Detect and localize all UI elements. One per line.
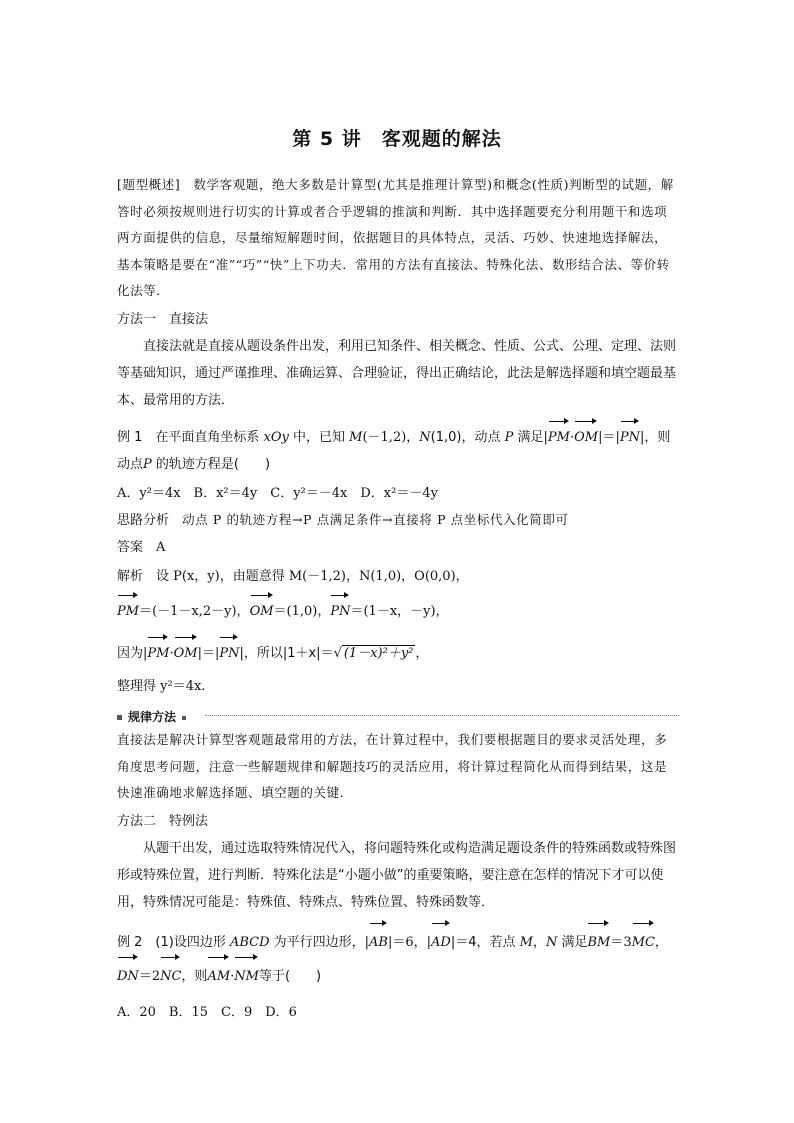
square-bullet-icon: [117, 715, 122, 720]
dotted-divider: [205, 715, 679, 716]
text-run: 的轨迹方程是( ): [151, 457, 271, 472]
text-run: ＝2: [138, 969, 161, 984]
vector-pn: PN: [219, 640, 239, 667]
text-run: |，则动点: [117, 430, 671, 472]
text-run: |＝|: [598, 430, 620, 445]
example1-solution-line4: 整理得 y²＝4x.: [117, 679, 206, 694]
vector-pm: PM: [548, 424, 570, 451]
example1-options: A．y²＝4x B．x²＝4y C．y²＝－4x D．x²＝－4y: [117, 486, 438, 501]
answer-label: 答案: [117, 540, 144, 555]
analysis-text: 动点 P 的轨迹方程→P 点满足条件→直接将 P 点坐标代入化简即可: [169, 512, 569, 527]
text-run: |＝4，若点: [450, 935, 520, 950]
example2-question: [117, 926, 679, 994]
method2-heading: 方法二 特例法: [117, 814, 209, 829]
vector-nc: NC: [160, 960, 181, 994]
solution-label: 解析: [117, 569, 144, 584]
vector-pm: PM: [117, 598, 139, 625]
text-run: |，所以|1＋x|＝: [239, 646, 334, 661]
text-run: 满足: [557, 935, 588, 950]
vector-ad: AD: [431, 926, 451, 960]
vector-ab: AB: [369, 926, 388, 960]
text-run: ，: [654, 935, 668, 950]
example1-question: [117, 424, 679, 478]
example1-solution-line3: [117, 640, 679, 667]
text-run: ＝(1,0)，: [273, 604, 331, 619]
method2-text: 从题干出发，通过选取特殊情况代入，将问题特殊化或构造满足题设条件的特殊函数或特殊图形或特殊位置，进行判断．特殊化法是“小题小做”的重要策略，要注意在怎样的情况下才可以使用，特殊情况可能是：特殊值、特殊点、特殊位置、特殊函数等．: [117, 841, 677, 910]
vector-om: OM: [574, 424, 598, 451]
example1-solution-line1: [117, 563, 679, 590]
text-run: 中，已知: [288, 430, 350, 445]
text-run: ＝3: [610, 935, 632, 950]
text-run: 为平行四边形，|: [269, 935, 370, 950]
vector-bm: BM: [587, 926, 610, 960]
text-run: ，则: [181, 969, 208, 984]
method1-heading: 方法一 直接法: [117, 312, 209, 327]
analysis-label: 思路分析: [117, 513, 170, 528]
text-run: ·: [230, 969, 235, 984]
text-run: M: [519, 935, 533, 950]
text-run: ·: [569, 430, 575, 445]
example2-options: A．20 B．15 C．9 D．6: [117, 1005, 297, 1020]
example2-label: 例 2: [117, 935, 143, 950]
text-run: 等于( ): [258, 969, 322, 984]
overview-label: [题型概述]: [117, 177, 181, 192]
text-run: N: [419, 430, 431, 445]
text-run: ，: [532, 935, 546, 950]
vector-om: OM: [250, 598, 274, 625]
text-run: 满足|: [513, 430, 548, 445]
overview-paragraph: [117, 172, 679, 305]
text-run: ＝(1－x，－y)，: [350, 604, 449, 619]
text-run: ·: [169, 646, 174, 661]
example1-analysis: [117, 507, 679, 534]
vector-pn: PN: [620, 424, 640, 451]
vector-pm: PM: [147, 640, 169, 667]
rule-heading-text: 规律方法: [128, 710, 177, 724]
rule-heading: [117, 708, 679, 722]
text-run: (1,0)，动点: [430, 430, 505, 445]
example1-label: 例 1: [117, 430, 143, 445]
dot-bullet-icon: [182, 716, 186, 720]
rule-text: 直接法是解决计算型客观题最常用的方法，在计算过程中，我们要根据题目的要求灵活处理，多角度思考问题，注意一些解题规律和解题技巧的灵活应用，将计算过程简化从而得到结果，这是快速准确地求解选择题、填空题的关键.: [117, 732, 668, 800]
text-run: M: [349, 430, 363, 445]
example1-solution-line2: [117, 598, 679, 625]
page-title: 第 5 讲 客观题的解法: [292, 128, 502, 150]
vector-om: OM: [174, 640, 198, 667]
overview-text: 数学客观题，绝大多数是计算型(尤其是推理计算型)和概念(性质)判断型的试题，解答时必须按规则进行切实的计算或者合乎逻辑的推演和判断．其中选择题要充分利用题干和选项两方面提供的信息，尽量缩短解题时间，依据题目的具体特点，灵活、巧妙、快速地选择解法，基本策略是要在“准”“巧”“快”上下功夫．常用的方法有直接法、特殊化法、数形结合法、等价转化法等．: [117, 177, 674, 298]
method1-text: 直接法就是直接从题设条件出发，利用已知条件、相关概念、性质、公式、公理、定理、法则等基础知识，通过严谨推理、准确运算、合理验证，得出正确结论，此法是解选择题和填空题最基本、最常用的方法．: [117, 339, 677, 408]
text-run: ABCD: [229, 935, 270, 950]
text-run: P: [143, 457, 152, 472]
vector-mc: MC: [632, 926, 655, 960]
text-run: |＝6，|: [388, 935, 432, 950]
vector-am: AM: [207, 960, 230, 994]
example1-answer: [117, 534, 679, 561]
text-run: 因为|: [117, 646, 148, 661]
vector-dn: DN: [117, 960, 139, 994]
text-run: P: [504, 430, 514, 445]
text-run: 在平面直角坐标系: [142, 430, 264, 445]
text-run: ，: [415, 646, 429, 661]
sqrt-symbol: √: [333, 646, 342, 661]
text-run: N: [545, 935, 558, 950]
text-run: |＝|: [197, 646, 220, 661]
vector-pn: PN: [330, 598, 350, 625]
answer-text: A: [143, 540, 166, 555]
text-run: (1)设四边形: [142, 935, 230, 950]
text-run: xOy: [263, 430, 289, 445]
text-run: 设 P(x，y)，由题意得 M(－1,2)，N(1,0)，O(0,0)，: [143, 569, 469, 584]
vector-nm: NM: [234, 960, 259, 994]
text-run: (－1,2)，: [362, 430, 420, 445]
text-run: ＝(－1－x,2－y)，: [139, 604, 250, 619]
sqrt-radicand: (1－x)²＋y²: [343, 646, 414, 661]
